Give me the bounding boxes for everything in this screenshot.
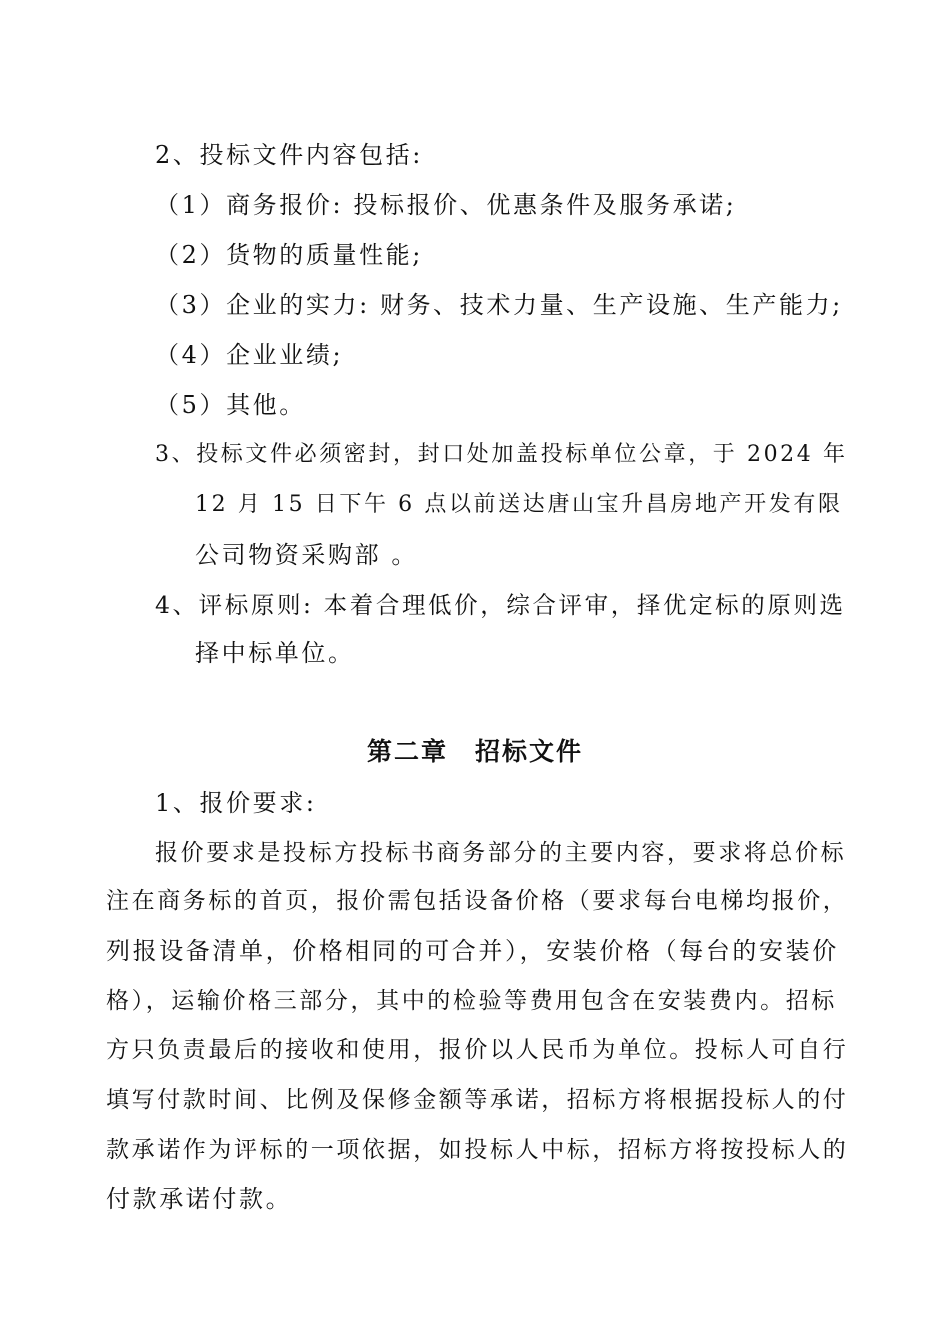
item-4-line-2: 择中标单位。 (195, 639, 355, 667)
paragraph-line: 填写付款时间、比例及保修金额等承诺，招标方将根据投标人的付 (106, 1087, 849, 1113)
paragraph-line: 列报设备清单，价格相同的可合并），安装价格（每台的安装价 (106, 937, 839, 965)
paragraph-line: 付款承诺付款。 (106, 1185, 293, 1213)
paragraph-line: 格），运输价格三部分，其中的检验等费用包含在安装费内。招标 (106, 988, 837, 1014)
paragraph-line: 注在商务标的首页，报价需包括设备价格（要求每台电梯均报价， (106, 888, 849, 914)
chapter-2-item-1-title: 1、报价要求: (155, 789, 317, 817)
item-2-sub-3: （3）企业的实力: 财务、技术力量、生产设施、生产能力; (155, 291, 843, 319)
item-3-line-3: 公司物资采购部 。 (195, 541, 419, 569)
paragraph-line: 款承诺作为评标的一项依据，如投标人中标，招标方将按投标人的 (106, 1137, 849, 1163)
item-4-line-1: 4、评标原则: 本着合理低价，综合评审，择优定标的原则选 (155, 591, 846, 619)
chapter-2-title: 第二章 招标文件 (366, 737, 583, 766)
item-2-sub-4: （4）企业业绩; (155, 341, 344, 369)
item-2-title: 2、投标文件内容包括: (155, 141, 423, 169)
item-2-sub-2: （2）货物的质量性能; (155, 241, 423, 269)
item-3-line-1: 3、投标文件必须密封，封口处加盖投标单位公章，于 2024 年 (155, 442, 848, 467)
item-2-sub-5: （5）其他。 (155, 391, 306, 419)
paragraph-line: 方只负责最后的接收和使用，报价以人民币为单位。投标人可自行 (106, 1037, 849, 1063)
item-2-sub-1: （1）商务报价: 投标报价、优惠条件及服务承诺; (155, 191, 737, 219)
item-3-line-2: 12 月 15 日下午 6 点以前送达唐山宝升昌房地产开发有限 (195, 492, 843, 517)
paragraph-line: 报价要求是投标方投标书商务部分的主要内容，要求将总价标 (155, 840, 847, 866)
